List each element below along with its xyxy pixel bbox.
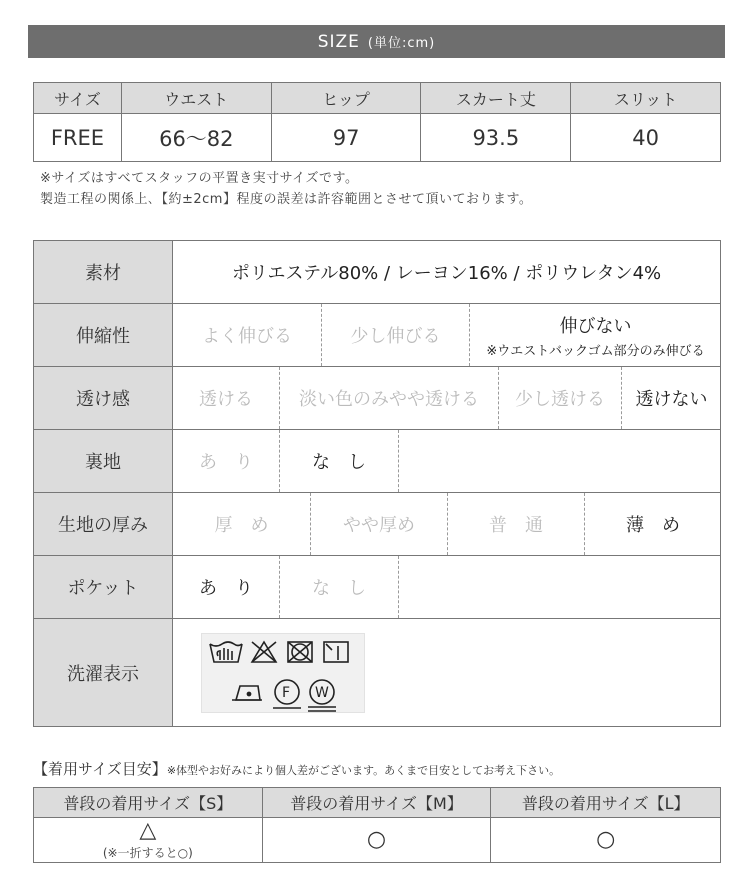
- stretch-option-slight: 少し伸びる: [321, 304, 469, 366]
- size-unit: (単位:cm): [367, 36, 436, 51]
- pocket-empty-cell: [398, 556, 721, 618]
- lining-empty-cell: [398, 430, 721, 492]
- thickness-option-thin: 薄 め: [584, 493, 721, 555]
- size-header-waist: ウエスト: [121, 83, 271, 114]
- triangle-mark: △: [139, 817, 157, 843]
- care-symbols: [202, 634, 366, 714]
- fit-value-s-note: (※一折すると○): [102, 845, 193, 860]
- lining-option-yes: あ り: [199, 452, 253, 473]
- spec-value-material: ポリエステル80% / レーヨン16% / ポリウレタン4%: [231, 263, 662, 284]
- no-bleach-icon: [252, 642, 276, 662]
- size-value-skirt-length: 93.5: [421, 114, 571, 162]
- size-header-size: サイズ: [34, 83, 122, 114]
- spec-label-stretch: 伸縮性: [34, 304, 173, 366]
- stretch-option-high: よく伸びる: [202, 326, 292, 347]
- spec-row-material: [34, 241, 720, 303]
- pocket-option-no: な し: [279, 556, 398, 618]
- stretch-option-none-note: ※ウエストバックゴム部分のみ伸びる: [486, 343, 705, 359]
- sheer-option-sheer: 透ける: [199, 389, 253, 410]
- sheer-option-light-colors: 淡い色のみやや透ける: [279, 367, 498, 429]
- stretch-option-none: [469, 304, 721, 366]
- size-note-2: 製造工程の関係上､【約±2cm】程度の誤差は許容範囲とさせて頂いております。: [40, 192, 533, 207]
- spec-label-thickness: 生地の厚み: [34, 493, 173, 555]
- size-header-slit: スリット: [571, 83, 721, 114]
- fit-guide-title: 【着用サイズ目安】: [33, 760, 167, 778]
- spec-row-pocket: [34, 555, 720, 618]
- lining-option-no: な し: [279, 430, 398, 492]
- spec-label-pocket: ポケット: [34, 556, 173, 618]
- size-header-skirt-length: スカート丈: [421, 83, 571, 114]
- fit-guide-note: ※体型やお好みにより個人差がございます。あくまで目安としてお考え下さい。: [166, 764, 561, 777]
- sheer-option-slight: 少し透ける: [498, 367, 621, 429]
- size-table: [33, 82, 721, 162]
- hand-wash-icon: [210, 642, 242, 662]
- iron-low-icon: [232, 686, 262, 700]
- wet-clean-letter: W: [315, 685, 329, 701]
- line-dry-icon: [324, 642, 348, 662]
- size-title: SIZE: [317, 31, 360, 52]
- size-header-hip: ヒップ: [271, 83, 421, 114]
- size-value-size: FREE: [34, 114, 122, 162]
- spec-table: [33, 240, 721, 727]
- fit-value-m: [262, 818, 491, 863]
- no-tumble-dry-icon: [288, 642, 312, 662]
- circle-mark: ○: [366, 827, 387, 852]
- fit-value-l: [491, 818, 721, 863]
- fit-guide-heading: [33, 758, 560, 779]
- thickness-option-slightly-thick: やや厚め: [310, 493, 447, 555]
- size-value-slit: 40: [571, 114, 721, 162]
- spec-row-care: [34, 618, 720, 726]
- spec-row-lining: [34, 429, 720, 492]
- spec-label-material: 素材: [34, 241, 173, 303]
- pocket-option-yes: あ り: [199, 578, 253, 599]
- spec-row-stretch: [34, 303, 720, 366]
- spec-row-thickness: [34, 492, 720, 555]
- spec-label-lining: 裏地: [34, 430, 173, 492]
- size-note-1: ※サイズはすべてスタッフの平置き実寸サイズです。: [40, 171, 359, 186]
- circle-mark: ○: [596, 827, 616, 852]
- fit-header-s: 普段の着用サイズ【S】: [34, 788, 263, 818]
- dry-clean-letter: F: [282, 685, 291, 701]
- size-value-waist: 66〜82: [121, 114, 271, 162]
- spec-label-care: 洗濯表示: [34, 619, 173, 726]
- spec-label-sheer: 透け感: [34, 367, 173, 429]
- fit-value-s: [34, 818, 263, 863]
- fit-header-l: 普段の着用サイズ【L】: [491, 788, 721, 818]
- size-section-header: [28, 25, 725, 58]
- care-label-image: [201, 633, 365, 713]
- fit-table: [33, 787, 721, 863]
- sheer-option-none: 透けない: [621, 367, 721, 429]
- thickness-option-normal: 普 通: [447, 493, 584, 555]
- stretch-option-none-label: 伸びない: [559, 315, 632, 337]
- spec-row-sheer: [34, 366, 720, 429]
- fit-header-m: 普段の着用サイズ【M】: [262, 788, 491, 818]
- thickness-option-thick: 厚 め: [214, 515, 269, 536]
- size-value-hip: 97: [271, 114, 421, 162]
